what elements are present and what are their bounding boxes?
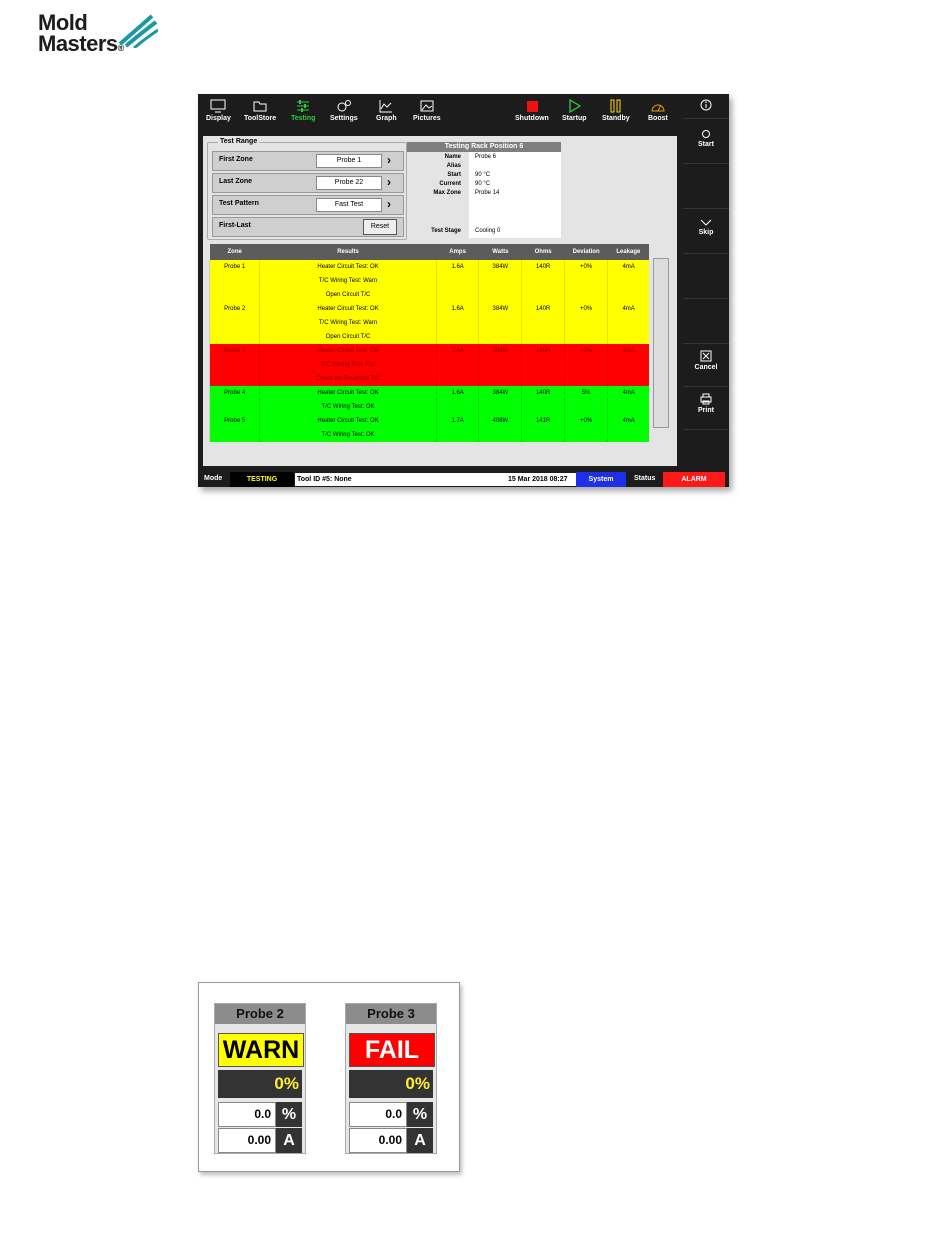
- rack-current-value: 90 °C: [475, 181, 491, 187]
- graph-label: Graph: [376, 115, 397, 122]
- settings-button[interactable]: [330, 99, 358, 122]
- card-percent-value: 0%: [274, 1074, 299, 1093]
- main-content: [203, 136, 677, 466]
- cell-amps: 1.6A: [436, 386, 479, 400]
- result-line: T/C Wiring Test: OK: [260, 428, 436, 442]
- rack-info-panel: [407, 142, 561, 238]
- empty-cell: [522, 274, 565, 288]
- toolstore-label: ToolStore: [244, 115, 277, 122]
- result-line: Open Circuit T/C: [260, 288, 436, 302]
- status-label: Status: [634, 475, 656, 482]
- col-ohms: Ohms: [522, 244, 565, 260]
- chevron-down-icon: [700, 217, 712, 227]
- rack-stage-label: Test Stage: [431, 228, 461, 234]
- empty-cell: [522, 428, 565, 442]
- result-line: Open Circuit T/C: [260, 330, 436, 344]
- logo-mark: ®: [117, 43, 124, 53]
- empty-cell: [608, 400, 649, 414]
- last-zone-value[interactable]: Probe 22: [316, 176, 382, 190]
- rack-name-value: Probe 6: [475, 154, 497, 160]
- probe-cards-panel: [198, 982, 460, 1172]
- display-label: Display: [206, 115, 231, 122]
- result-line: T/C Wiring Test: Warn: [260, 274, 436, 288]
- card-value-1: 0.0: [349, 1102, 407, 1127]
- first-zone-value[interactable]: Probe 1: [316, 154, 382, 168]
- cell-leakage: 4mA: [608, 302, 649, 316]
- testing-label: Testing: [291, 115, 316, 122]
- toolstore-button[interactable]: [244, 99, 276, 122]
- empty-cell: [522, 372, 565, 386]
- monitor-icon: [210, 99, 226, 113]
- settings-label: Settings: [330, 115, 358, 122]
- card-row-2: [218, 1128, 302, 1153]
- play-icon: [567, 99, 581, 113]
- rack-start-label: Start: [447, 172, 461, 178]
- empty-cell: [210, 400, 260, 414]
- col-deviation: Deviation: [565, 244, 608, 260]
- empty-cell: [565, 288, 608, 302]
- system-badge[interactable]: System: [576, 472, 626, 487]
- empty-cell: [210, 358, 260, 372]
- probe-card[interactable]: [214, 1003, 306, 1154]
- info-button[interactable]: [683, 94, 729, 119]
- cell-watts: 408W: [479, 414, 522, 428]
- cell-ohms: 140R: [522, 386, 565, 400]
- card-status: WARN: [218, 1033, 304, 1067]
- stop-icon: [525, 99, 539, 113]
- cancel-button[interactable]: [683, 344, 729, 387]
- status-bar: [198, 472, 729, 487]
- standby-button[interactable]: [602, 99, 630, 122]
- printer-icon: [700, 393, 712, 405]
- cell-zone: Probe 1: [210, 260, 260, 274]
- logo-line2: Masters: [38, 31, 118, 56]
- card-status: FAIL: [349, 1033, 435, 1067]
- cell-leakage: 4mA: [608, 260, 649, 274]
- info-icon: [700, 99, 712, 111]
- print-button[interactable]: [683, 387, 729, 430]
- shutdown-label: Shutdown: [515, 115, 549, 122]
- empty-cell: [522, 330, 565, 344]
- empty-cell: [608, 428, 649, 442]
- table-row[interactable]: [210, 260, 650, 274]
- empty-cell: [210, 428, 260, 442]
- picture-icon: [420, 99, 434, 113]
- rack-title: Testing Rack Position 6: [407, 142, 561, 152]
- cell-ohms: 141R: [522, 414, 565, 428]
- first-zone-row[interactable]: [212, 151, 404, 171]
- graph-button[interactable]: [376, 99, 397, 122]
- card-title: Probe 2: [215, 1004, 305, 1024]
- first-last-row: [212, 217, 404, 237]
- pause-icon: [609, 99, 623, 113]
- empty-cell: [436, 372, 479, 386]
- rack-alias-label: Alias: [446, 163, 461, 169]
- gears-icon: [336, 99, 352, 113]
- start-button[interactable]: [683, 119, 729, 164]
- empty-cell: [608, 358, 649, 372]
- mold-masters-logo: [38, 12, 168, 64]
- result-line: Heater Circuit Test: OK: [260, 260, 436, 274]
- shutdown-button[interactable]: [515, 99, 549, 122]
- empty-cell: [565, 274, 608, 288]
- card-value-2: 0.00: [349, 1128, 407, 1153]
- test-range-legend: Test Range: [220, 138, 258, 145]
- sidebar-empty-3: [683, 299, 729, 344]
- cell-zone: Probe 4: [210, 386, 260, 400]
- cell-watts: 384W: [479, 386, 522, 400]
- table-row[interactable]: [210, 316, 650, 330]
- empty-cell: [436, 274, 479, 288]
- table-row[interactable]: [210, 400, 650, 414]
- empty-cell: [210, 274, 260, 288]
- result-line: T/C Wiring Test: Warn: [260, 316, 436, 330]
- mode-value: TESTING: [230, 472, 294, 487]
- cell-ohms: 140R: [522, 302, 565, 316]
- empty-cell: [522, 358, 565, 372]
- cell-deviation: +0%: [565, 344, 608, 358]
- empty-cell: [436, 400, 479, 414]
- tool-id: Tool ID #5: None: [295, 473, 577, 486]
- empty-cell: [522, 400, 565, 414]
- results-body: [210, 260, 650, 442]
- tab-testing[interactable]: [291, 99, 315, 122]
- cancel-icon: [700, 350, 712, 362]
- empty-cell: [608, 372, 649, 386]
- empty-cell: [565, 372, 608, 386]
- card-percent: [218, 1070, 302, 1098]
- circle-icon: [701, 129, 711, 139]
- cell-amps: 1.6A: [436, 302, 479, 316]
- probe-card[interactable]: [345, 1003, 437, 1154]
- cell-leakage: 4mA: [608, 386, 649, 400]
- empty-cell: [479, 330, 522, 344]
- test-pattern-row[interactable]: [212, 195, 404, 215]
- last-zone-row[interactable]: [212, 173, 404, 193]
- test-range-panel: [207, 138, 407, 240]
- result-line: T/C Wiring Test: OK: [260, 400, 436, 414]
- display-button[interactable]: [206, 99, 231, 122]
- table-row[interactable]: [210, 386, 650, 400]
- empty-cell: [608, 288, 649, 302]
- test-pattern-value[interactable]: Fast Test: [316, 198, 382, 212]
- folder-icon: [253, 99, 267, 113]
- result-line: Check for Reversed T/C: [260, 372, 436, 386]
- logo-line1: Mold: [38, 10, 88, 35]
- card-title: Probe 3: [346, 1004, 436, 1024]
- cell-zone: Probe 5: [210, 414, 260, 428]
- table-row[interactable]: [210, 344, 650, 358]
- col-results: Results: [260, 244, 436, 260]
- table-row[interactable]: [210, 358, 650, 372]
- col-amps: Amps: [436, 244, 479, 260]
- cell-ohms: 140R: [522, 344, 565, 358]
- pictures-label: Pictures: [413, 115, 441, 122]
- card-row-1: [349, 1102, 433, 1127]
- table-row[interactable]: [210, 330, 650, 344]
- graph-icon: [379, 99, 393, 113]
- empty-cell: [210, 316, 260, 330]
- empty-cell: [608, 330, 649, 344]
- cell-zone: Probe 2: [210, 302, 260, 316]
- chevron-right-icon[interactable]: ›: [387, 175, 391, 189]
- card-row-2: [349, 1128, 433, 1153]
- cell-watts: 384W: [479, 302, 522, 316]
- empty-cell: [479, 372, 522, 386]
- card-value-1: 0.0: [218, 1102, 276, 1127]
- result-line: Heater Circuit Test: OK: [260, 386, 436, 400]
- result-line: Heater Circuit Test: OK: [260, 414, 436, 428]
- card-unit-2: A: [276, 1128, 302, 1153]
- empty-cell: [479, 358, 522, 372]
- empty-cell: [608, 274, 649, 288]
- result-line: Heater Circuit Test: OK: [260, 302, 436, 316]
- table-row[interactable]: [210, 372, 650, 386]
- sliders-icon: [296, 99, 310, 113]
- empty-cell: [479, 316, 522, 330]
- table-row[interactable]: [210, 428, 650, 442]
- card-unit-2: A: [407, 1128, 433, 1153]
- rack-max-zone-label: Max Zone: [433, 190, 461, 196]
- empty-cell: [479, 288, 522, 302]
- card-unit-1: %: [276, 1102, 302, 1127]
- reset-button[interactable]: Reset: [363, 219, 397, 235]
- card-percent-value: 0%: [405, 1074, 430, 1093]
- rack-stage-value: Cooling 0: [475, 228, 501, 234]
- cell-deviation: +0%: [565, 260, 608, 274]
- last-zone-label: Last Zone: [219, 178, 253, 185]
- cancel-label: Cancel: [694, 364, 718, 371]
- chevron-right-icon[interactable]: ›: [387, 153, 391, 167]
- rack-current-label: Current: [439, 181, 461, 187]
- standby-label: Standby: [602, 115, 630, 122]
- table-row[interactable]: [210, 274, 650, 288]
- cell-deviation: +0%: [565, 414, 608, 428]
- results-table: [209, 244, 649, 442]
- table-row[interactable]: [210, 288, 650, 302]
- cell-amps: 1.6A: [436, 260, 479, 274]
- cell-leakage: 4mA: [608, 344, 649, 358]
- pictures-button[interactable]: [413, 99, 441, 122]
- empty-cell: [436, 288, 479, 302]
- result-line: T/C Wiring Test: Fail: [260, 358, 436, 372]
- cell-amps: 1.6A: [436, 344, 479, 358]
- date-time: 15 Mar 2018 08:27: [508, 476, 568, 483]
- card-percent: [349, 1070, 433, 1098]
- card-row-1: [218, 1102, 302, 1127]
- empty-cell: [565, 316, 608, 330]
- rack-max-zone-value: Probe 14: [475, 190, 500, 196]
- cell-watts: 384W: [479, 344, 522, 358]
- cell-ohms: 140R: [522, 260, 565, 274]
- card-unit-1: %: [407, 1102, 433, 1127]
- sidebar-empty-2: [683, 254, 729, 299]
- startup-button[interactable]: [562, 99, 587, 122]
- chevron-right-icon[interactable]: ›: [387, 197, 391, 211]
- alarm-badge[interactable]: ALARM: [663, 472, 725, 487]
- logo-wave-icon: [116, 12, 158, 48]
- empty-cell: [565, 428, 608, 442]
- empty-cell: [522, 288, 565, 302]
- empty-cell: [565, 358, 608, 372]
- cell-deviation: +0%: [565, 302, 608, 316]
- start-label: Start: [698, 141, 714, 148]
- empty-cell: [479, 274, 522, 288]
- cell-amps: 1.7A: [436, 414, 479, 428]
- results-scrollbar[interactable]: [653, 258, 669, 428]
- empty-cell: [479, 400, 522, 414]
- col-leakage: Leakage: [608, 244, 649, 260]
- skip-button[interactable]: [683, 209, 729, 254]
- first-last-label: First-Last: [219, 222, 251, 229]
- cell-watts: 384W: [479, 260, 522, 274]
- col-zone: Zone: [210, 244, 260, 260]
- empty-cell: [210, 288, 260, 302]
- table-row[interactable]: [210, 302, 650, 316]
- empty-cell: [608, 316, 649, 330]
- top-toolbar: [198, 94, 683, 136]
- boost-button[interactable]: [648, 99, 668, 122]
- empty-cell: [436, 330, 479, 344]
- empty-cell: [522, 316, 565, 330]
- cell-leakage: 4mA: [608, 414, 649, 428]
- mode-label: Mode: [204, 475, 223, 482]
- empty-cell: [479, 428, 522, 442]
- right-sidebar: [683, 94, 729, 472]
- print-label: Print: [698, 407, 714, 414]
- test-pattern-label: Test Pattern: [219, 200, 259, 207]
- boost-label: Boost: [648, 115, 668, 122]
- empty-cell: [565, 330, 608, 344]
- result-line: Heater Circuit Test: OK: [260, 344, 436, 358]
- cell-zone: Probe 3: [210, 344, 260, 358]
- rack-name-label: Name: [444, 154, 461, 160]
- gauge-icon: [650, 99, 666, 113]
- empty-cell: [436, 428, 479, 442]
- first-zone-label: First Zone: [219, 156, 253, 163]
- empty-cell: [436, 316, 479, 330]
- hmi-screen: [198, 94, 729, 487]
- empty-cell: [565, 400, 608, 414]
- empty-cell: [210, 372, 260, 386]
- startup-label: Startup: [562, 115, 587, 122]
- skip-label: Skip: [698, 229, 714, 236]
- card-value-2: 0.00: [218, 1128, 276, 1153]
- sidebar-empty-1: [683, 164, 729, 209]
- col-watts: Watts: [479, 244, 522, 260]
- empty-cell: [436, 358, 479, 372]
- table-row[interactable]: [210, 414, 650, 428]
- rack-start-value: 90 °C: [475, 172, 491, 178]
- results-header-row: [210, 244, 650, 260]
- cell-deviation: 5%: [565, 386, 608, 400]
- empty-cell: [210, 330, 260, 344]
